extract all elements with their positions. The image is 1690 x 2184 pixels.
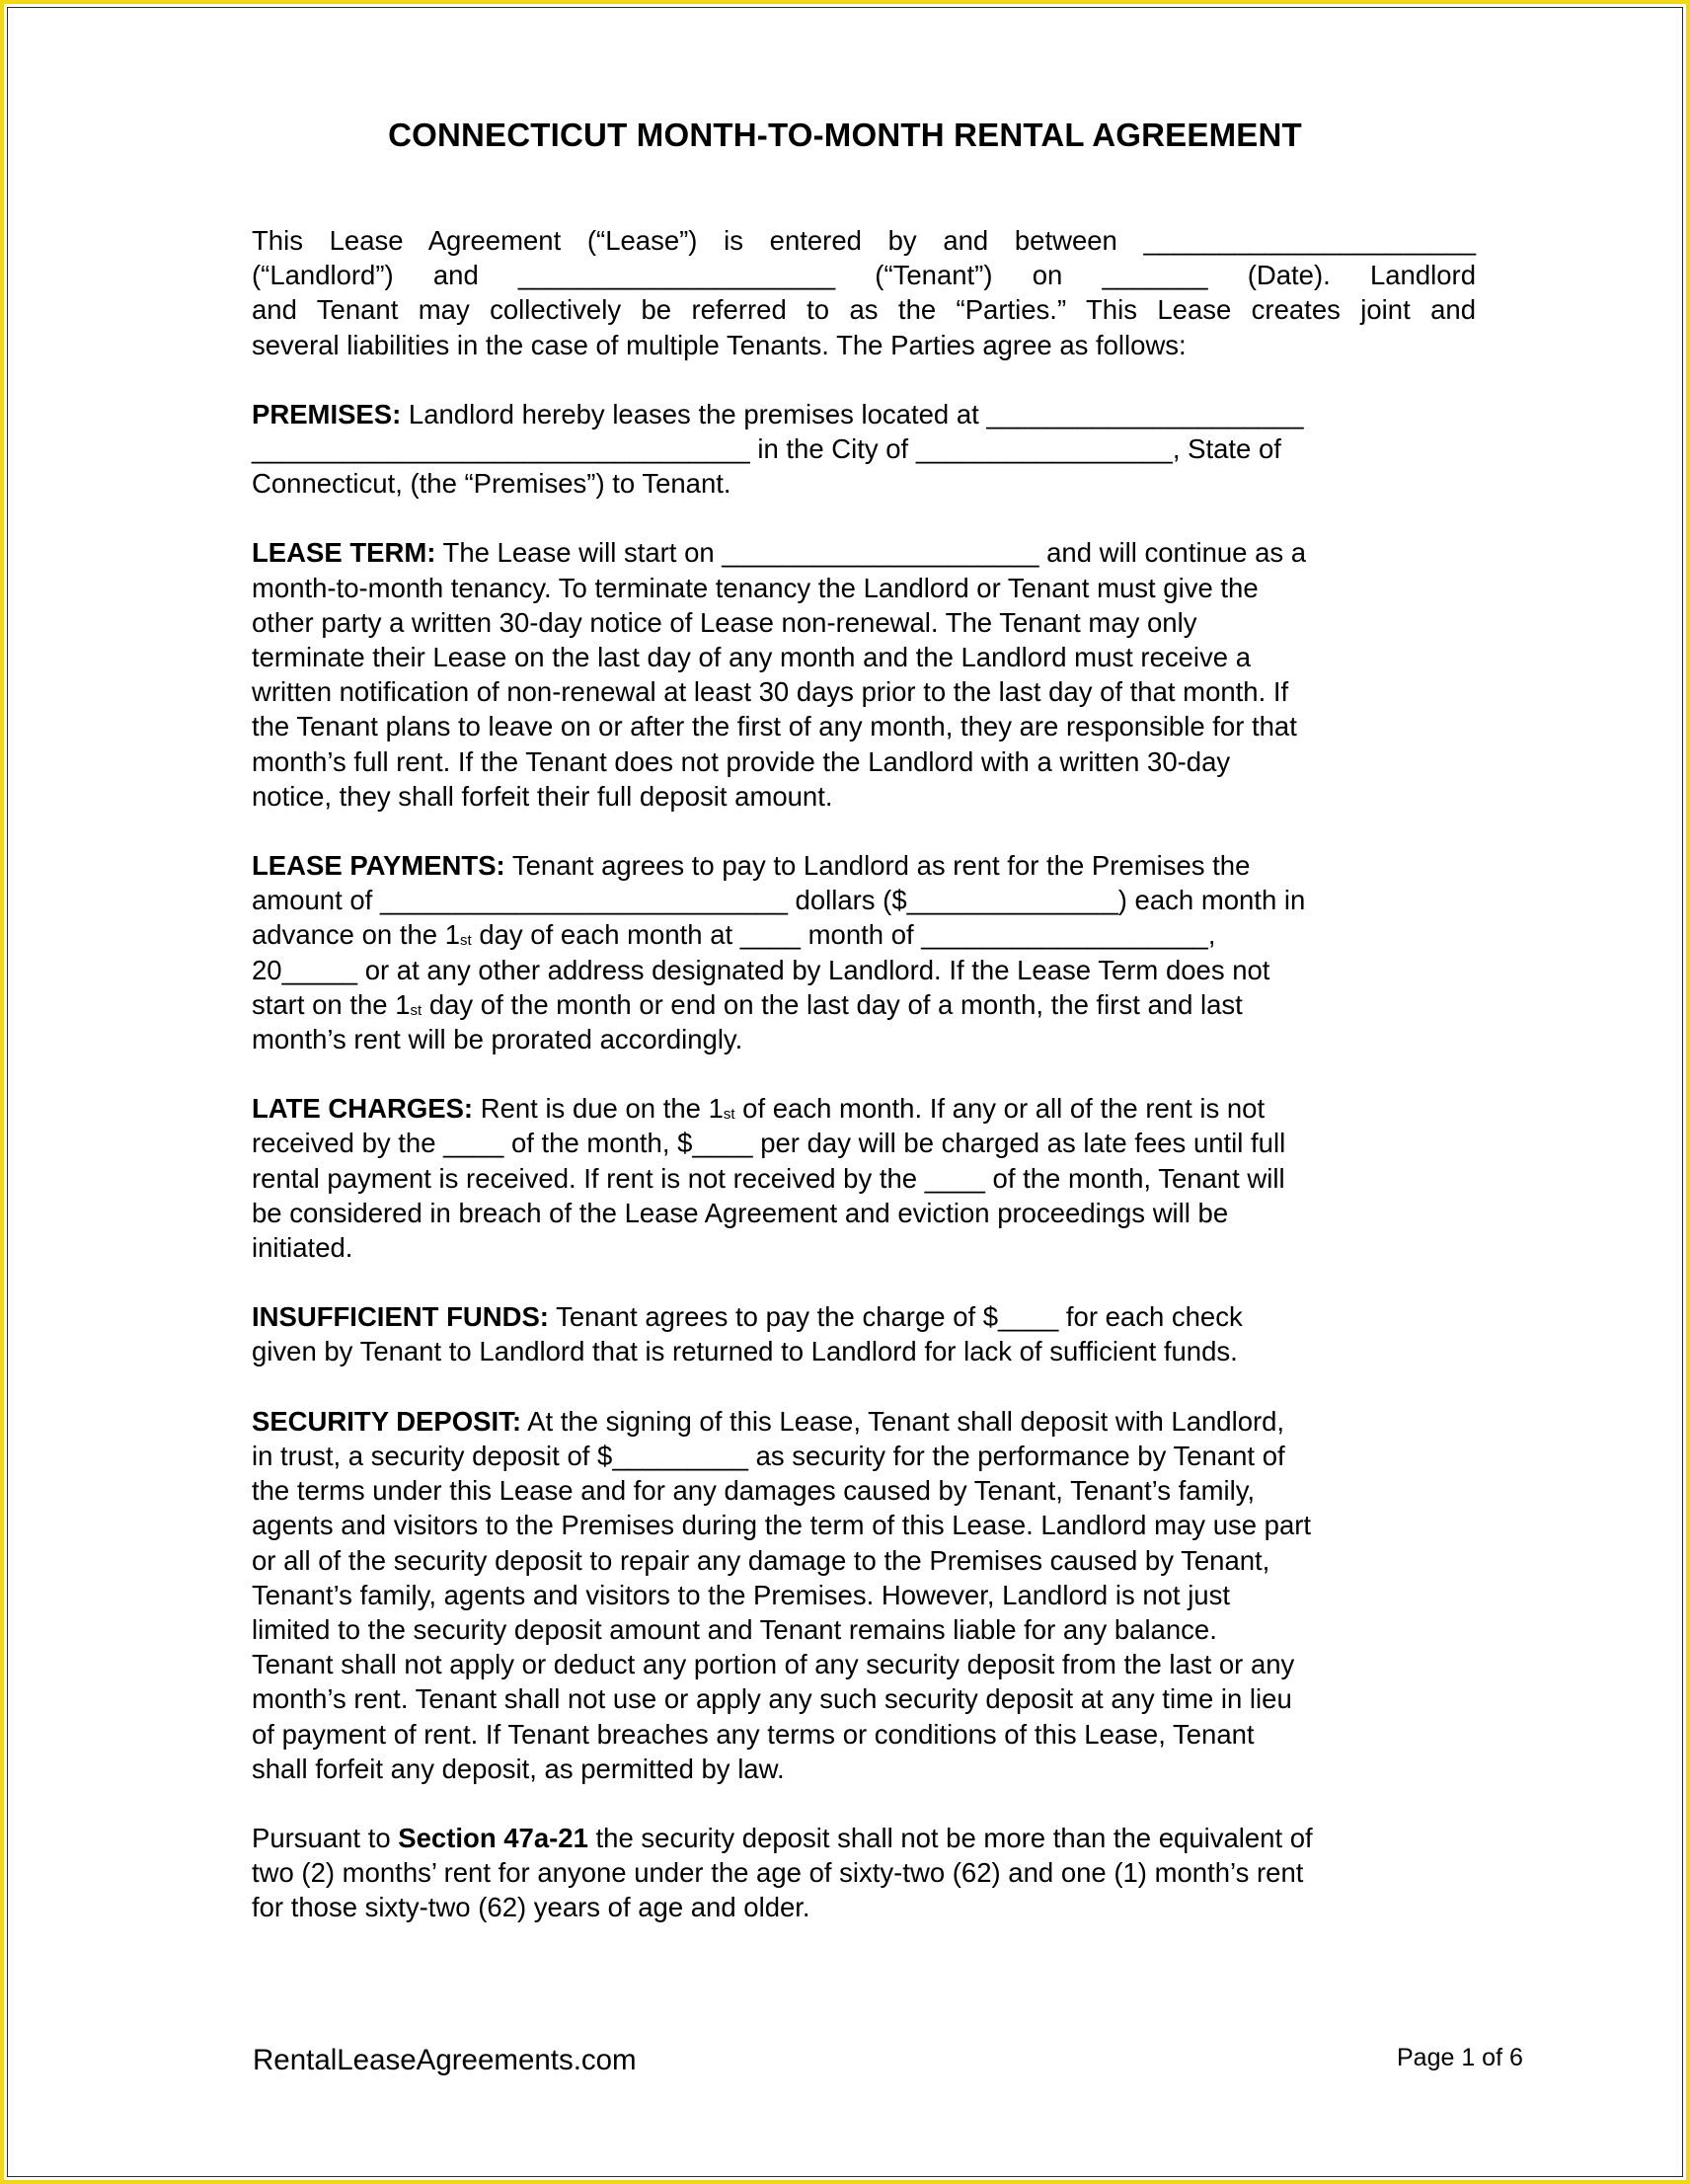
ordinal-suffix: st: [460, 932, 472, 950]
intro-paragraph: [252, 223, 1476, 362]
text-line: given by Tenant to Landlord that is returned to Landlord for lack of sufficient funds.: [252, 1336, 1238, 1367]
text-line: Rent is due on the 1: [473, 1093, 724, 1125]
ordinal-suffix: st: [723, 1106, 735, 1124]
text-line: Tenant shall not apply or deduct any portion of any security deposit from the last or any: [252, 1649, 1295, 1680]
text-line: agents and visitors to the Premises during the term of this Lease. Landlord may use part: [252, 1510, 1312, 1541]
text-line: At the signing of this Lease, Tenant shall deposit with Landlord,: [521, 1405, 1285, 1437]
text-line: initiated.: [252, 1232, 353, 1264]
text-line: and Tenant may collectively be referred to as the “Parties.” This Lease creates joint and: [252, 294, 1476, 326]
text-line: month’s full rent. If the Tenant does not provide the Landlord with a written 30-day: [252, 745, 1231, 777]
text-line: day of the month or end on the last day of a month, the first and last: [422, 988, 1243, 1020]
section-heading: PREMISES:: [252, 398, 402, 429]
lease-term-section: [252, 535, 1476, 814]
text-line: limited to the security deposit amount and Tenant remains liable for any balance.: [252, 1613, 1217, 1645]
text-line: or all of the security deposit to repair any damage to the Premises caused by Tenant,: [252, 1544, 1270, 1576]
text-line: The Lease will start on _____________________ and will continue as a: [435, 537, 1307, 569]
section-heading: LATE CHARGES:: [252, 1093, 474, 1125]
footer-website: RentalLeaseAgreements.com: [253, 2044, 637, 2076]
text-line: month’s rent. Tenant shall not use or apply any such security deposit at any time in lieu: [252, 1683, 1292, 1715]
late-charges-section: [252, 1091, 1476, 1265]
document-title: CONNECTICUT MONTH-TO-MONTH RENTAL AGREEMENT: [388, 117, 1302, 153]
section-heading: LEASE PAYMENTS:: [252, 850, 505, 882]
text-line: Tenant agrees to pay the charge of $____ for each check: [548, 1301, 1243, 1333]
pursuant-section: [252, 1821, 1476, 1925]
text-line: Tenant’s family, agents and visitors to the Premises. However, Landlord is not just: [252, 1579, 1230, 1610]
section-heading: INSUFFICIENT FUNDS:: [252, 1301, 549, 1333]
text-line: of payment of rent. If Tenant breaches any terms or conditions of this Lease, Tenant: [252, 1718, 1255, 1750]
text-line: month-to-month tenancy. To terminate tenancy the Landlord or Tenant must give the: [252, 572, 1259, 603]
text-line: for those sixty-two (62) years of age and older.: [252, 1892, 810, 1923]
text-line: advance on the 1: [252, 919, 461, 951]
premises-section: [252, 397, 1476, 502]
security-deposit-section: [252, 1404, 1476, 1786]
ordinal-suffix: st: [410, 1001, 422, 1019]
text-line: Connecticut, (the “Premises”) to Tenant.: [252, 468, 731, 500]
text-line: the terms under this Lease and for any damages caused by Tenant, Tenant’s family,: [252, 1475, 1256, 1507]
text-line: written notification of non-renewal at least 30 days prior to the last day of that month. If: [252, 676, 1289, 708]
text-line: This Lease Agreement (“Lease”) is entered by and between ______________________: [252, 225, 1476, 256]
insufficient-funds-section: [252, 1299, 1476, 1368]
text-line: two (2) months’ rent for anyone under the age of sixty-two (62) and one (1) month’s rent: [252, 1857, 1304, 1889]
text-line: rental payment is received. If rent is not received by the ____ of the month, Tenant will: [252, 1162, 1285, 1194]
text-line: other party a written 30-day notice of Lease non-renewal. The Tenant may only: [252, 606, 1197, 638]
text-line: amount of ___________________________ dollars ($______________) each month in: [252, 885, 1306, 916]
text-line: (“Landlord”) and _____________________ (“Tenant”) on _______ (Date). Landlord: [252, 260, 1476, 291]
text-line: be considered in breach of the Lease Agreement and eviction proceedings will be: [252, 1197, 1229, 1228]
text-line: 20_____ or at any other address designated by Landlord. If the Lease Term does not: [252, 954, 1270, 985]
text-line: month’s rent will be prorated accordingly.: [252, 1024, 743, 1055]
text-line: the security deposit shall not be more than the equivalent of: [587, 1822, 1313, 1853]
statute-reference: Section 47a-21: [398, 1822, 588, 1853]
text-line: of each month. If any or all of the rent is not: [734, 1093, 1266, 1125]
text-line: start on the 1: [252, 988, 411, 1020]
footer-page-number: Page 1 of 6: [1397, 2044, 1523, 2071]
text-line: Tenant agrees to pay to Landlord as rent for the Premises the: [504, 850, 1251, 882]
text-line: Landlord hereby leases the premises located at _____________________: [401, 398, 1304, 429]
text-line: the Tenant plans to leave on or after the first of any month, they are responsible for that: [252, 711, 1297, 742]
text-line: shall forfeit any deposit, as permitted by law.: [252, 1753, 785, 1784]
section-heading: SECURITY DEPOSIT:: [252, 1405, 522, 1437]
text-line: received by the ____ of the month, $____ per day will be charged as late fees until full: [252, 1128, 1286, 1159]
document-body: [252, 223, 1476, 1960]
text-line: _________________________________ in the City of _________________, State of: [252, 433, 1281, 465]
section-heading: LEASE TERM:: [252, 537, 436, 569]
lease-payments-section: [252, 848, 1476, 1056]
text-line: notice, they shall forfeit their full deposit amount.: [252, 780, 833, 812]
text-line: day of each month at ____ month of ___________________,: [471, 919, 1216, 951]
text-line: terminate their Lease on the last day of any month and the Landlord must receive a: [252, 642, 1251, 673]
text-line: Pursuant to: [252, 1822, 399, 1853]
text-line: in trust, a security deposit of $_________ as security for the performance by Tenant of: [252, 1440, 1285, 1471]
text-line: several liabilities in the case of multiple Tenants. The Parties agree as follows:: [252, 329, 1187, 360]
